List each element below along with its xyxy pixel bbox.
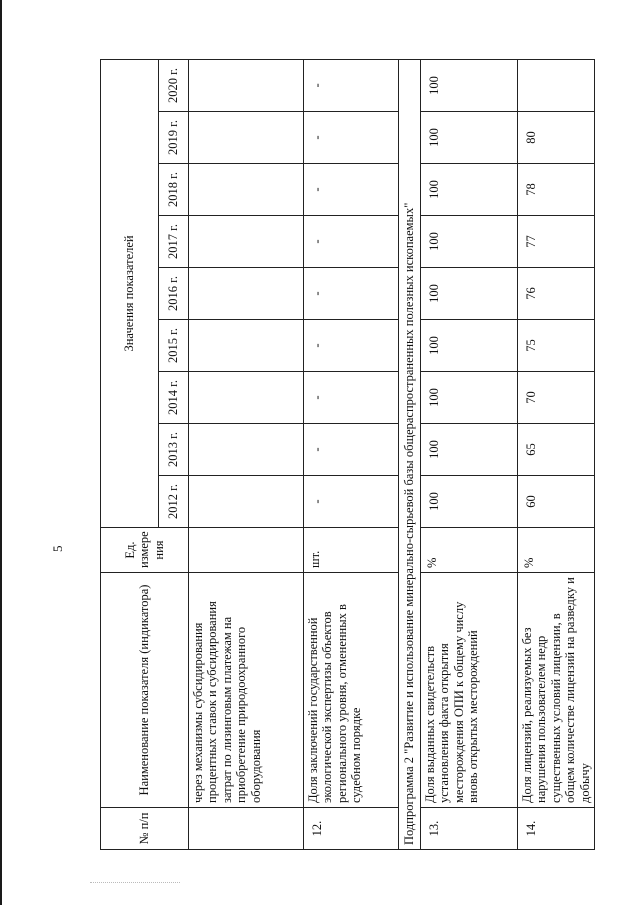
value-cell: 100: [421, 112, 518, 164]
indicator-name: Доля заключений государственной экологической экспертизы объектов регионального уровня, отмененных в судебном порядке: [304, 573, 399, 808]
value-cell: 77: [518, 216, 595, 268]
row-number: [189, 808, 304, 850]
value-cell: [189, 372, 304, 424]
value-cell: [189, 216, 304, 268]
value-cell: 76: [518, 268, 595, 320]
header-values: Значения показателей: [101, 59, 159, 527]
table-row: [189, 59, 304, 849]
value-cell: 75: [518, 320, 595, 372]
header-year: 2018 г.: [159, 164, 189, 216]
value-cell: [189, 59, 304, 111]
header-year: 2013 г.: [159, 424, 189, 476]
indicator-name: Доля выданных свидетельств установления факта открытия месторождения ОПИ к общему числу вновь открытых месторождений: [421, 573, 518, 808]
row-number: 13.: [421, 808, 518, 850]
value-cell: [518, 59, 595, 111]
subprogram-row: [399, 59, 421, 849]
value-cell: 60: [518, 476, 595, 528]
value-cell: -: [304, 476, 399, 528]
unit-cell: %: [421, 528, 518, 573]
header-row-top: [101, 59, 159, 849]
value-cell: 100: [421, 216, 518, 268]
value-cell: 80: [518, 112, 595, 164]
unit-cell: [189, 528, 304, 573]
table-row: [421, 59, 518, 849]
value-cell: [189, 164, 304, 216]
value-cell: -: [304, 112, 399, 164]
row-number: 14.: [518, 808, 595, 850]
header-year: 2015 г.: [159, 320, 189, 372]
value-cell: -: [304, 372, 399, 424]
value-cell: [189, 424, 304, 476]
header-year: 2017 г.: [159, 216, 189, 268]
value-cell: -: [304, 164, 399, 216]
value-cell: 100: [421, 268, 518, 320]
value-cell: 65: [518, 424, 595, 476]
rotated-table-container: [100, 60, 592, 850]
header-year: 2016 г.: [159, 268, 189, 320]
indicator-name: Доля лицензий, реализуемых без нарушения пользователем недр существенных условий лицензии, в общем количестве лицензий на разведку и добычу: [518, 573, 595, 808]
value-cell: 100: [421, 476, 518, 528]
value-cell: -: [304, 320, 399, 372]
value-cell: -: [304, 59, 399, 111]
scan-artifact: [90, 872, 180, 883]
header-unit: Ед. измере ния: [101, 528, 189, 573]
indicator-table: [100, 59, 595, 850]
subprogram-title: Подпрограмма 2 "Развитие и использование минерально-сырьевой базы общераспространенных полезных ископаемых": [399, 59, 421, 849]
value-cell: 70: [518, 372, 595, 424]
value-cell: -: [304, 216, 399, 268]
value-cell: 100: [421, 424, 518, 476]
value-cell: 100: [421, 164, 518, 216]
value-cell: 100: [421, 320, 518, 372]
indicator-name: через механизмы субсидирования процентных ставок и субсидирования затрат по лизинговым платежам на приобретение природоохранного оборудования: [189, 573, 304, 808]
table-row: [518, 59, 595, 849]
header-year: 2019 г.: [159, 112, 189, 164]
header-year: 2014 г.: [159, 372, 189, 424]
value-cell: -: [304, 424, 399, 476]
page-number: 5: [50, 545, 65, 552]
value-cell: 100: [421, 372, 518, 424]
table-wrapper: [100, 60, 592, 850]
unit-cell: шт.: [304, 528, 399, 573]
value-cell: 100: [421, 59, 518, 111]
left-border-rule: [0, 0, 2, 905]
value-cell: [189, 320, 304, 372]
value-cell: [189, 268, 304, 320]
value-cell: 78: [518, 164, 595, 216]
value-cell: [189, 112, 304, 164]
value-cell: [189, 476, 304, 528]
header-num: № п/п: [101, 808, 189, 850]
header-year: 2012 г.: [159, 476, 189, 528]
value-cell: -: [304, 268, 399, 320]
row-number: 12.: [304, 808, 399, 850]
table-row: [304, 59, 399, 849]
header-year: 2020 г.: [159, 59, 189, 111]
header-name: Наименование показателя (индикатора): [101, 573, 189, 808]
unit-cell: %: [518, 528, 595, 573]
